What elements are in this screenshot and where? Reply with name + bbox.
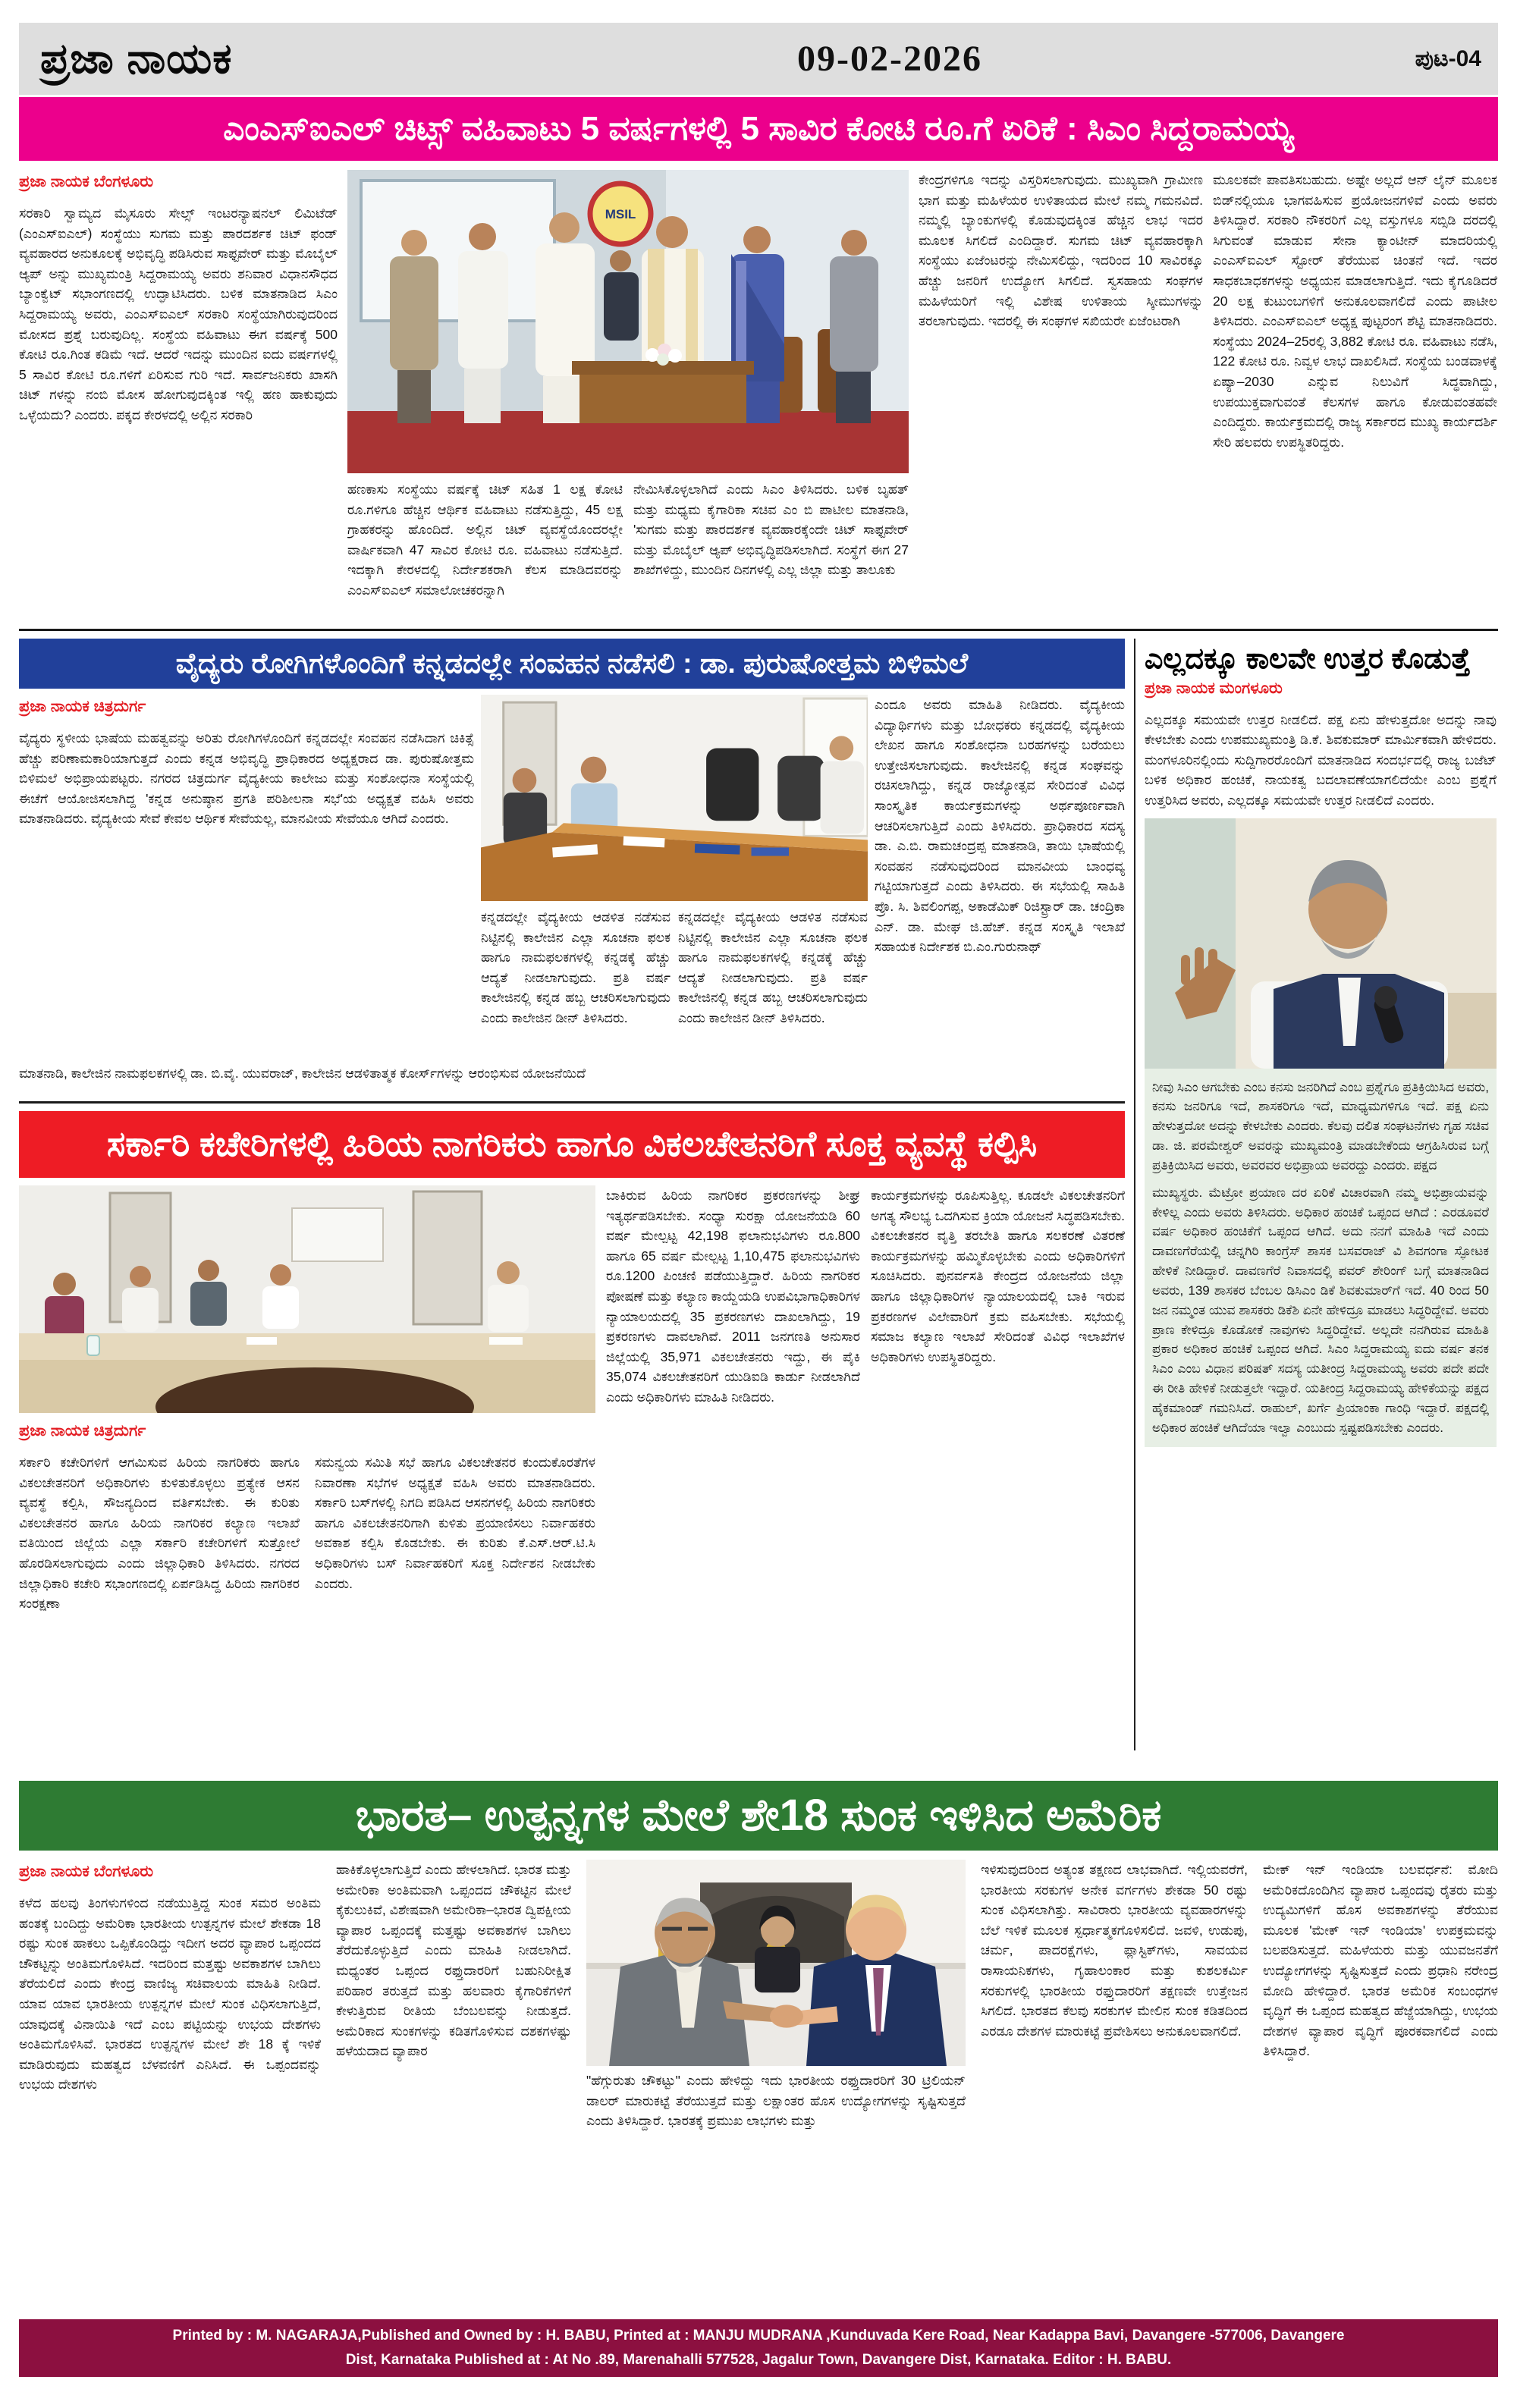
sidebar-para2: ನೀವು ಸಿಎಂ ಆಗಬೇಕು ಎಂಬ ಕನಸು ಜನರಿಗಿದೆ ಎಂಬ ಪ್ರಶ್ನೆಗೂ ಪ್ರತಿಕ್ರಿಯಿಸಿದ ಅವರು, ಕನಸು ಜನರಿಗೂ ಇದೆ, ಶಾಸಕರಿಗೂ ಇದೆ, ಮಾಧ್ಯಮಗಳಿಗೂ ಇದೆ. ಪಕ್ಷ ಏನು ಹೇಳುತ್ತದೋ ಅದನ್ನು ಕೇಳಬೇಕು ಎಂದರು. ಕೆಲವು ದಲಿತ ಸಂಘಟನೆಗಳು ಗೃಹ ಸಚಿವ ಡಾ. ಜಿ. ಪರಮೇಶ್ವರ್ ಅವರನ್ನು ಮುಖ್ಯಮಂತ್ರಿ ಮಾಡಬೇಕೆಂದು ಆಗ್ರಹಿಸಿರುವ ಬಗ್ಗೆ ಪ್ರತಿಕ್ರಿಯಿಸಿದ ಅವರು, ಅವರವರ ಅಭಿಪ್ರಾಯ ಅವರದ್ದು ಎಂದರು. ಪಕ್ಷದ	[1152, 1079, 1489, 1173]
divider-1	[19, 629, 1498, 631]
aide-behind	[755, 1905, 800, 1992]
story1-headline-banner	[19, 97, 1498, 161]
page-number: ಪುಟ-04	[1415, 46, 1481, 71]
modi-trump-handshake-photo	[586, 1860, 966, 2066]
dk-shivakumar-photo	[1145, 818, 1497, 1069]
sidebar-green-box	[1145, 1069, 1497, 1447]
story1-byline: ಪ್ರಜಾ ನಾಯಕ ಬೆಂಗಳೂರು	[19, 173, 154, 190]
sidebar-story	[1134, 639, 1497, 1750]
story2-trailing-line: ಮಾತನಾಡಿ, ಕಾಲೇಜಿನ ನಾಮಫಲಕಗಳಲ್ಲಿ ಡಾ. ಬಿ.ವೈ. ಯುವರಾಜ್, ಕಾಲೇಜಿನ ಆಡಳಿತಾತ್ಮಕ ಕೋರ್ಸ್‌ಗಳನ್ನು ಆರಂಭಿಸುವ ಯೋಜನೆಯಿದೆ	[19, 1066, 586, 1081]
story3-colB-text: ಸಮನ್ವಯ ಸಮಿತಿ ಸಭೆ ಹಾಗೂ ವಿಕಲಚೇತನರ ಕುಂದುಕೊರತೆಗಳ ನಿವಾರಣಾ ಸಭೆಗಳ ಅಧ್ಯಕ್ಷತೆ ವಹಿಸಿ ಅವರು ಮಾತನಾಡಿದರು. ಸರ್ಕಾರಿ ಬಸ್‌ಗಳಲ್ಲಿ ನಿಗದಿ ಪಡಿಸಿದ ಆಸನಗಳಲ್ಲಿ ಹಿರಿಯ ನಾಗರಿಕರು ಹಾಗೂ ವಿಕಲಚೇತನರಿಗಾಗಿ ಕುಳಿತು ಪ್ರಯಾಣಿಸಲು ನಿರ್ವಾಹಕರು ಅವಕಾಶ ಕಲ್ಪಿಸಿ ಕೊಡಬೇಕು. ಈ ಕುರಿತು ಕೆ.ಎಸ್.ಆರ್.ಟಿ.ಸಿ ಅಧಿಕಾರಿಗಳು ಬಸ್ ನಿರ್ವಾಹಕರಿಗೆ ಸೂಕ್ತ ನಿರ್ದೇಶನ ನೀಡಬೇಕು ಎಂದರು.	[315, 1455, 595, 1591]
story3	[19, 1185, 1125, 1756]
msil-logo-text: MSIL	[605, 207, 636, 221]
imprint-line2: Dist, Karnataka Published at : At No .89, Marenahalli 577528, Jagalur Town, Davangere Dist, Karnataka. Editor : H. BABU.	[345, 2352, 1172, 2369]
middle-left	[19, 639, 1125, 1750]
newspaper-title: ಪ್ರಜಾ ನಾಯಕ	[40, 34, 233, 82]
story3-colA-text: ಸರ್ಕಾರಿ ಕಚೇರಿಗಳಿಗೆ ಆಗಮಿಸುವ ಹಿರಿಯ ನಾಗರಿಕರು ಹಾಗೂ ವಿಕಲಚೇತನರಿಗೆ ಅಧಿಕಾರಿಗಳು ಕುಳಿತುಕೊಳ್ಳಲು ಪ್ರತ್ಯೇಕ ಆಸನ ವ್ಯವಸ್ಥೆ ಕಲ್ಪಿಸಿ, ಸೌಜನ್ಯದಿಂದ ವರ್ತಿಸಬೇಕು. ಈ ಕುರಿತು ವಿಕಲಚೇತನರ ಹಾಗೂ ಹಿರಿಯ ನಾಗರಿಕರ ಕಲ್ಯಾಣ ಇಲಾಖೆ ವತಿಯಿಂದ ಜಿಲ್ಲೆಯ ಎಲ್ಲಾ ಸರ್ಕಾರಿ ಕಚೇರಿಗಳಿಗೆ ಸುತ್ತೋಲೆ ಹೊರಡಿಸಲಾಗುವುದು ಎಂದು ಜಿಲ್ಲಾಧಿಕಾರಿ ತಿಳಿಸಿದರು. ನಗರದ ಜಿಲ್ಲಾಧಿಕಾರಿ ಕಚೇರಿ ಸಭಾಂಗಣದಲ್ಲಿ ಏರ್ಪಡಿಸಿದ್ದ ಹಿರಿಯ ನಾಗರಿಕರ ಸಂರಕ್ಷಣಾ	[19, 1455, 300, 1612]
story3-photo-subcolumns	[19, 1452, 595, 1750]
story1-col4-text: ಕೇಂದ್ರಗಳಿಗೂ ಇದನ್ನು ವಿಸ್ತರಿಸಲಾಗುವುದು. ಮುಖ್ಯವಾಗಿ ಗ್ರಾಮೀಣ ಭಾಗ ಮತ್ತು ಮಹಿಳೆಯರ ಉಳಿತಾಯದ ಮೇಲೆ ನಮ್ಮ ಗಮನವಿದೆ. ನಮ್ಮಲ್ಲಿ ಬ್ಯಾಂಕುಗಳಲ್ಲಿ ಕೊಡುವುದಕ್ಕಿಂತ ಹೆಚ್ಚಿನ ಲಾಭ ಇದರ ಮೂಲಕ ಸಿಗಲಿದೆ ಎಂದಿದ್ದಾರೆ. ಸುಗಮ ಚಿಟ್ ವ್ಯವಹಾರಕ್ಕಾಗಿ ಸಂಸ್ಥೆಯು ಏಜೆಂಟರನ್ನು ನೇಮಿಸಲಿದ್ದು, ಇದರಿಂದ 10 ಸಾವಿರಕ್ಕೂ ಹೆಚ್ಚು ಜನರಿಗೆ ಉದ್ಯೋಗ ಸಿಗಲಿದೆ. ಸ್ವಸಹಾಯ ಸಂಘಗಳ ಮಹಿಳೆಯರಿಗೆ ಇಲ್ಲಿ ವಿಶೇಷ ಉಳಿತಾಯ ಸ್ಕೀಮುಗಳನ್ನು ತರಲಾಗುವುದು. ಇದರಲ್ಲಿ ಈ ಸಂಘಗಳ ಸಖಿಯರೇ ಏಜೆಂಟರಾಗಿ	[919, 172, 1203, 329]
sidebar-headline: ಎಲ್ಲದಕ್ಕೂ ಕಾಲವೇ ಉತ್ತರ ಕೊಡುತ್ತೆ	[1145, 643, 1471, 675]
story4-headline: ಭಾರತ– ಉತ್ಪನ್ನಗಳ ಮೇಲೆ ಶೇ18 ಸುಂಕ ಇಳಿಸಿದ ಅಮೆರಿಕ	[355, 1791, 1162, 1840]
story2	[19, 695, 1125, 1057]
story2-col2b-text: ಕನ್ನಡದಲ್ಲೇ ವೈದ್ಯಕೀಯ ಆಡಳಿತ ನಡೆಸುವ ನಿಟ್ಟಿನಲ್ಲಿ ಕಾಲೇಜಿನ ಎಲ್ಲಾ ಸೂಚನಾ ಫಲಕ ಹಾಗೂ ನಾಮಫಲಕಗಳಲ್ಲಿ ಕನ್ನಡಕ್ಕೆ ಹೆಚ್ಚು ಆದ್ಯತೆ ನೀಡಲಾಗುವುದು. ಪ್ರತಿ ವರ್ಷ ಕಾಲೇಜಿನಲ್ಲಿ ಕನ್ನಡ ಹಬ್ಬ ಆಚರಿಸಲಾಗುವುದು ಎಂದು ಕಾಲೇಜಿನ ಡೀನ್ ತಿಳಿಸಿದರು.	[678, 909, 868, 1025]
story2-photo-subcolumns	[481, 907, 868, 1048]
sidebar-byline: ಪ್ರಜಾ ನಾಯಕ ಮಂಗಳೂರು	[1145, 679, 1283, 697]
story4-col4-text: ಇಳಿಸುವುದರಿಂದ ಅತ್ಯಂತ ತಕ್ಷಣದ ಲಾಭವಾಗಿದೆ. ಇಲ್ಲಿಯವರೆಗೆ, ಭಾರತೀಯ ಸರಕುಗಳ ಅನೇಕ ವರ್ಗಗಳು ಶೇಕಡಾ 50 ರಷ್ಟು ಸುಂಕ ವಿಧಿಸಲಾಗಿತ್ತು. ಸಾವಿರಾರು ಭಾರತೀಯ ವ್ಯವಹಾರಗಳನ್ನು ಬೆಲೆ ಇಳಿಕೆ ಮೂಲಕ ಸ್ಪರ್ಧಾತ್ಮಕಗೊಳಿಸಲಿದೆ. ಜವಳಿ, ಉಡುಪು, ಚರ್ಮ, ಪಾದರಕ್ಷೆಗಳು, ಪ್ಲಾಸ್ಟಿಕ್‌ಗಳು, ಸಾವಯವ ರಾಸಾಯನಿಕಗಳು, ಗೃಹಾಲಂಕಾರ ಮತ್ತು ಕುಶಲಕರ್ಮಿ ಸರಕುಗಳಲ್ಲಿ ಭಾರತೀಯ ರಫ್ತುದಾರರಿಗೆ ತಕ್ಷಣವೇ ಉತ್ತೇಜನ ಸಿಗಲಿದೆ. ಭಾರತದ ಕೆಲವು ಸರಕುಗಳ ಮೇಲಿನ ಸುಂಕ ಕಡಿತದಿಂದ ಎರಡೂ ದೇಶಗಳ ಮಾರುಕಟ್ಟೆ ಪ್ರವೇಶಿಸಲು ಅನುಕೂಲವಾಗಲಿದೆ.	[981, 1862, 1248, 2039]
story1-photo-block	[347, 170, 909, 625]
story3-colD-text: ಕಾರ್ಯಕ್ರಮಗಳನ್ನು ರೂಪಿಸುತ್ತಿಲ್ಲ. ಕೂಡಲೇ ವಿಕಲಚೇತನರಿಗೆ ಅಗತ್ಯ ಸೌಲಭ್ಯ ಒದಗಿಸುವ ಕ್ರಿಯಾ ಯೋಜನೆ ಸಿದ್ಧಪಡಿಸಬೇಕು. ವಿಕಲಚೇತನರ ವೃತ್ತಿ ತರಬೇತಿ ಹಾಗೂ ಸಲಕರಣೆ ವಿತರಣೆ ಕಾರ್ಯಕ್ರಮಗಳನ್ನು ಹಮ್ಮಿಕೊಳ್ಳಬೇಕು ಎಂದು ಅಧಿಕಾರಿಗಳಿಗೆ ಸೂಚಿಸಿದರು. ಪುನರ್ವಸತಿ ಕೇಂದ್ರದ ಯೋಜನೆಯ ಜಿಲ್ಲಾ ಹಾಗೂ ಜಿಲ್ಲಾಧಿಕಾರಿಗಳ ನ್ಯಾಯಾಲಯದಲ್ಲಿ ಬಾಕಿ ಇರುವ ಪ್ರಕರಣಗಳ ವಿಲೇವಾರಿಗೆ ಕ್ರಮ ವಹಿಸಬೇಕು. ಸಭೆಯಲ್ಲಿ ಸಮಾಜ ಕಲ್ಯಾಣ ಇಲಾಖೆ ಸೇರಿದಂತೆ ವಿವಿಧ ಇಲಾಖೆಗಳ ಅಧಿಕಾರಿಗಳು ಉಪಸ್ಥಿತರಿದ್ದರು.	[871, 1188, 1125, 1364]
story4-col1-text: ಕಳೆದ ಹಲವು ತಿಂಗಳುಗಳಿಂದ ನಡೆಯುತ್ತಿದ್ದ ಸುಂಕ ಸಮರ ಅಂತಿಮ ಹಂತಕ್ಕೆ ಬಂದಿದ್ದು ಅಮೆರಿಕಾ ಭಾರತೀಯ ಉತ್ಪನ್ನಗಳ ಮೇಲೆ ಶೇಕಡಾ 18 ರಷ್ಟು ಸುಂಕ ಹಾಕಲು ಒಪ್ಪಿಕೊಂಡಿದ್ದು ಇದೀಗ ಅದರ ವ್ಯಾಪಾರ ಒಪ್ಪಂದದ ಚೌಕಟ್ಟನ್ನು ಅಂತಿಮಗೊಳಿಸಿದೆ. ಇದರಿಂದ ಮತ್ತಷ್ಟು ಅವಕಾಶಗಳ ಬಾಗಿಲು ತೆರೆಯಲಿದೆ ಎಂದು ಕೇಂದ್ರ ವಾಣಿಜ್ಯ ಸಚಿವಾಲಯ ಮಾಹಿತಿ ನೀಡಿದೆ. ಯಾವ ಯಾವ ಭಾರತೀಯ ಉತ್ಪನ್ನಗಳ ಮೇಲೆ ಸುಂಕ ವಿಧಿಸಲಾಗುತ್ತಿದೆ, ಯಾವುದಕ್ಕೆ ವಿನಾಯಿತಿ ಇದೆ ಎಂಬ ಪಟ್ಟಿಯನ್ನು ಉಭಯ ದೇಶಗಳು ಅಂತಿಮಗೊಳಿಸಿವೆ. ಭಾರತದ ಉತ್ಪನ್ನಗಳ ಮೇಲೆ ಶೇ 18 ಕ್ಕೆ ಇಳಿಕೆ ಮಾಡಿರುವುದು ಮಹತ್ವದ ಬೆಳವಣಿಗೆ ಎನಿಸಿದೆ. ಈ ಒಪ್ಪಂದವನ್ನು ಉಭಯ ದೇಶಗಳು	[19, 1895, 321, 2092]
story4-col5-text: ಮೇಕ್ ಇನ್ ಇಂಡಿಯಾ ಬಲವರ್ಧನೆ: ಮೋದಿ ಅಮೆರಿಕದೊಂದಿಗಿನ ವ್ಯಾಪಾರ ಒಪ್ಪಂದವು ರೈತರು ಮತ್ತು ಉದ್ಯಮಿಗಳಿಗೆ ಹೊಸ ಅವಕಾಶಗಳನ್ನು ತೆರೆಯುವ ಮೂಲಕ 'ಮೇಕ್ ಇನ್ ಇಂಡಿಯಾ' ಉಪಕ್ರಮವನ್ನು ಬಲಪಡಿಸುತ್ತದೆ. ಮಹಿಳೆಯರು ಮತ್ತು ಯುವಜನತೆಗೆ ಉದ್ಯೋಗಗಳನ್ನು ಸೃಷ್ಟಿಸುತ್ತದೆ ಎಂದು ಪ್ರಧಾನಿ ನರೇಂದ್ರ ಮೋದಿ ಹೇಳಿದ್ದಾರೆ. ಭಾರತ ಅಮೆರಿಕ ಸಂಬಂಧಗಳ ವೃದ್ಧಿಗೆ ಈ ಒಪ್ಪಂದ ಮಹತ್ವದ ಹೆಜ್ಜೆಯಾಗಿದ್ದು, ಉಭಯ ದೇಶಗಳ ವ್ಯಾಪಾರ ವೃದ್ಧಿಗೆ ಪೂರಕವಾಗಲಿದೆ ಎಂದು ತಿಳಿಸಿದ್ದಾರೆ.	[1263, 1862, 1498, 2059]
imprint-line1: Printed by : M. NAGARAJA,Published and Owned by : H. BABU, Printed at : MANJU MUDRANA ,Kunduvada Kere Road, Near Kadappa Bavi, Davangere -577006, Davangere	[172, 2328, 1345, 2344]
story2-col2-text: ಕನ್ನಡದಲ್ಲೇ ವೈದ್ಯಕೀಯ ಆಡಳಿತ ನಡೆಸುವ ನಿಟ್ಟಿನಲ್ಲಿ ಕಾಲೇಜಿನ ಎಲ್ಲಾ ಸೂಚನಾ ಫಲಕ ಹಾಗೂ ನಾಮಫಲಕಗಳಲ್ಲಿ ಕನ್ನಡಕ್ಕೆ ಹೆಚ್ಚು ಆದ್ಯತೆ ನೀಡಲಾಗುವುದು. ಪ್ರತಿ ವರ್ಷ ಕಾಲೇಜಿನಲ್ಲಿ ಕನ್ನಡ ಹಬ್ಬ ಆಚರಿಸಲಾಗುವುದು ಎಂದು ಕಾಲೇಜಿನ ಡೀನ್ ತಿಳಿಸಿದರು.	[481, 909, 671, 1025]
story1-col1-text: ಸರಕಾರಿ ಸ್ವಾಮ್ಯದ ಮೈಸೂರು ಸೇಲ್ಸ್ ಇಂಟರನ್ಯಾಷನಲ್ ಲಿಮಿಟೆಡ್ (ಎಂಎಸ್ಐಎಲ್) ಸಂಸ್ಥೆಯು ಸುಗಮ ಮತ್ತು ಪಾರದರ್ಶಕ ಚಿಟ್ ಫಂಡ್ ವ್ಯವಹಾರದ ಅನುಕೂಲಕ್ಕೆ ಅಭಿವೃದ್ಧಿ ಪಡಿಸಿರುವ ಸಾಫ್ಟವೇರ್ ಮತ್ತು ಮೊಬೈಲ್ ಆ್ಯಪ್ ಅನ್ನು ಮುಖ್ಯಮಂತ್ರಿ ಸಿದ್ದರಾಮಯ್ಯ ಅವರು ಶನಿವಾರ ವಿಧಾನಸೌಧದ ಬ್ಯಾಂಕ್ವೆಟ್ ಸಭಾಂಗಣದಲ್ಲಿ ಉದ್ಘಾಟಿಸಿದರು. ಬಳಿಕ ಮಾತನಾಡಿದ ಸಿಎಂ ಸಿದ್ದರಾಮಯ್ಯ ಅವರು, ಎಂಎಸ್ಐಎಲ್ ಸರಕಾರಿ ಸಂಸ್ಥೆಯಾಗಿರುವುದರಿಂದ ಮೋಸದ ಪ್ರಶ್ನೆ ಬರುವುದಿಲ್ಲ. ಸಂಸ್ಥೆಯ ವಹಿವಾಟು ಈಗ ವರ್ಷಕ್ಕೆ 500 ಕೋಟಿ ರೂ.ಗಿಂತ ಕಡಿಮೆ ಇದೆ. ಆದರೆ ಇದನ್ನು ಮುಂದಿನ ಐದು ವರ್ಷಗಳಲ್ಲಿ 5 ಸಾವಿರ ಕೋಟಿ ರೂ.ಗಳಿಗೆ ಏರಿಸುವ ಗುರಿ ಇದೆ. ಸಾರ್ವಜನಿಕರು ಖಾಸಗಿ ಚಿಟ್ ಗಳನ್ನು ನಂಬಿ ಮೋಸ ಹೋಗುವುದಕ್ಕಿಂತ ಇಲ್ಲಿ ಹಣ ಹಾಕುವುದು ಒಳ್ಳೆಯದು? ಎಂದರು. ಪಕ್ಕದ ಕೇರಳದಲ್ಲಿ ಅಲ್ಲಿನ ಸರಕಾರಿ	[19, 206, 338, 422]
issue-date: 09-02-2026	[797, 39, 982, 79]
story1	[19, 170, 1498, 625]
story3-headline: ಸರ್ಕಾರಿ ಕಚೇರಿಗಳಲ್ಲಿ ಹಿರಿಯ ನಾಗರಿಕರು ಹಾಗೂ ವಿಕಲಚೇತನರಿಗೆ ಸೂಕ್ತ ವ್ಯವಸ್ಥೆ ಕಲ್ಪಿಸಿ	[106, 1124, 1038, 1163]
story1-photo-subcolumns	[347, 479, 909, 620]
story4-byline: ಪ್ರಜಾ ನಾಯಕ ಬೆಂಗಳೂರು	[19, 1863, 154, 1880]
story2-col1	[19, 695, 474, 1057]
story4-caption-text: "ಹೆಗ್ಗುರುತು ಚೌಕಟ್ಟು" ಎಂದು ಹೇಳಿದ್ದು ಇದು ಭಾರತೀಯ ರಫ್ತುದಾರರಿಗೆ 30 ಟ್ರಿಲಿಯನ್ ಡಾಲರ್ ಮಾರುಕಟ್ಟೆ ತೆರೆಯುತ್ತದೆ ಮತ್ತು ಲಕ್ಷಾಂತರ ಹೊಸ ಉದ್ಯೋಗಗಳನ್ನು ಸೃಷ್ಟಿಸುತ್ತದೆ ಎಂದು ತಿಳಿಸಿದ್ದಾರೆ. ಭಾರತಕ್ಕೆ ಪ್ರಮುಖ ಲಾಭಗಳು ಮತ್ತು	[586, 2073, 966, 2129]
story4	[19, 1860, 1498, 2309]
review-meeting-photo	[481, 695, 868, 901]
story1-col2-text: ಹಣಕಾಸು ಸಂಸ್ಥೆಯು ವರ್ಷಕ್ಕೆ ಚಿಟ್ ಸಹಿತ 1 ಲಕ್ಷ ಕೋಟಿ ರೂ.ಗಳಿಗೂ ಹೆಚ್ಚಿನ ಆರ್ಥಿಕ ವಹಿವಾಟು ನಡೆಸುತ್ತಿದ್ದು, 45 ಲಕ್ಷ ಗ್ರಾಹಕರನ್ನು ಹೊಂದಿದೆ. ಅಲ್ಲಿನ ಚಿಟ್ ವ್ಯವಸ್ಥೆಯೊಂದರಲ್ಲೇ ವಾರ್ಷಿಕವಾಗಿ 47 ಸಾವಿರ ಕೋಟಿ ರೂ. ವಹಿವಾಟು ನಡೆಸುತ್ತಿದೆ. ಇದಕ್ಕಾಗಿ ಕೇರಳದಲ್ಲಿ ನಿರ್ದೇಶಕರಾಗಿ ಕೆಲಸ ಮಾಡಿದವರನ್ನು ಎಂಎಸ್ಐಎಲ್ ಸಮಾಲೋಚಕರನ್ನಾಗಿ	[347, 482, 623, 598]
middle-band	[19, 639, 1498, 1750]
story2-col1-text: ವೈದ್ಯರು ಸ್ಥಳೀಯ ಭಾಷೆಯ ಮಹತ್ವವನ್ನು ಅರಿತು ರೋಗಿಗಳೊಂದಿಗೆ ಕನ್ನಡದಲ್ಲೇ ಸಂವಹನ ನಡೆಸಿದಾಗ ಚಿಕಿತ್ಸೆ ಹೆಚ್ಚು ಪರಿಣಾಮಕಾರಿಯಾಗುತ್ತದೆ ಎಂದು ಕನ್ನಡ ಅಭಿವೃದ್ಧಿ ಪ್ರಾಧಿಕಾರದ ಅಧ್ಯಕ್ಷರಾದ ಡಾ. ಪುರುಷೋತ್ತಮ ಬಿಳಿಮಲೆ ಅಭಿಪ್ರಾಯಪಟ್ಟರು. ನಗರದ ಚಿತ್ರದುರ್ಗ ವೈದ್ಯಕೀಯ ಕಾಲೇಜು ಮತ್ತು ಸಂಶೋಧನಾ ಸಂಸ್ಥೆಯಲ್ಲಿ ಈಚೆಗೆ ಆಯೋಜಿಸಲಾಗಿದ್ದ 'ಕನ್ನಡ ಅನುಷ್ಠಾನ ಪ್ರಗತಿ ಪರಿಶೀಲನಾ ಸಭೆ'ಯ ಅಧ್ಯಕ್ಷತೆ ವಹಿಸಿ ಅವರು ಮಾತನಾಡಿದರು. ವೈದ್ಯಕೀಯ ಸೇವೆ ಕೇವಲ ಆರ್ಥಿಕ ಸೇವೆಯಲ್ಲ, ಮಾನವೀಯ ಸೇವೆಯೂ ಆಗಿದೆ ಎಂದರು.	[19, 730, 474, 827]
masthead	[19, 23, 1498, 95]
story3-photo-block	[19, 1185, 595, 1756]
divider-2	[19, 1101, 1125, 1104]
sidebar-para3: ಮುಖ್ಯಸ್ಥರು. ಮೆಟ್ರೋ ಪ್ರಯಾಣ ದರ ಏರಿಕೆ ವಿಚಾರವಾಗಿ ನಮ್ಮ ಅಭಿಪ್ರಾಯವನ್ನು ಕೇಳಿಲ್ಲ ಎಂದು ಅವರು ತಿಳಿಸಿದರು. ಅಧಿಕಾರ ಹಂಚಿಕೆ ಒಪ್ಪಂದ ಆಗಿದೆ : ಎರಡೂವರೆ ವರ್ಷ ಅಧಿಕಾರ ಹಂಚಿಕೆಗೆ ಒಪ್ಪಂದ ಆಗಿದೆ. ಅದು ನನಗೆ ಮಾಹಿತಿ ಇದೆ ಎಂದು ದಾವಣಗೆರೆಯಲ್ಲಿ ಚನ್ನಗಿರಿ ಕಾಂಗ್ರೆಸ್ ಶಾಸಕ ಬಸವರಾಜ್ ವಿ ಶಿವಗಂಗಾ ಸ್ಫೋಟಕ ಹೇಳಿಕೆ ನೀಡಿದ್ದಾರೆ. ದಾವಣಗೆರೆ ನಿವಾಸದಲ್ಲಿ ಪವರ್ ಶೇರಿಂಗ್ ಬಗ್ಗೆ ಮಾತನಾಡಿದ ಅವರು, 139 ಶಾಸಕರ ಬೆಂಬಲ ಡಿಸಿಎಂ ಡಿಕೆ ಶಿವಕುಮಾರ್‌ಗೆ ಇದೆ. 40 ರಿಂದ 50 ಜನ ನಮ್ಮಂತ ಯುವ ಶಾಸಕರು ಡಿಕೆಶಿ ಏನೇ ಹೇಳಿದ್ರೂ ಮಾಡಲು ಸಿದ್ಧರಿದ್ದೇವೆ. ಅವರು ಪ್ರಾಣ ಕೇಳಿದ್ರೂ ಕೊಡೋಕೆ ನಾವುಗಳು ಸಿದ್ಧರಿದ್ದೇವೆ. ಅಲ್ಲದೇ ನನಗಿರುವ ಮಾಹಿತಿ ಪ್ರಕಾರ ಅಧಿಕಾರ ಹಂಚಿಕೆ ಒಪ್ಪಂದ ಆಗಿದೆ. ಸಿಎಂ ಸಿದ್ದರಾಮಯ್ಯ ಐದು ವರ್ಷ ತನಕ ಸಿಎಂ ಎಂಬ ವಿಧಾನ ಪರಿಷತ್ ಸದಸ್ಯ ಯತೀಂದ್ರ ಸಿದ್ದರಾಮಯ್ಯ ಅವರು ಪದೇ ಪದೇ ಈ ರೀತಿ ಹೇಳಿಕೆ ನೀಡುತ್ತಲೇ ಇದ್ದಾರೆ. ಯತೀಂದ್ರ ಸಿದ್ದರಾಮಯ್ಯ ಹೇಳಿಕೆಯನ್ನು ಪಕ್ಷದ ಹೈಕಮಾಂಡ್ ಗಮನಿಸಿದೆ. ರಾಹುಲ್, ಖರ್ಗೆ ಪ್ರಿಯಾಂಕಾ ಗಾಂಧಿ ಇದ್ದಾರೆ. ಪಕ್ಷದಲ್ಲಿ ಅಧಿಕಾರ ಹಂಚಿಕೆ ಆಗಿದೆಯಾ ಇಲ್ವಾ ಎಂಬುದು ಸ್ಪಷ್ಟಪಡಿಸಬೇಕು ಎಂದರು.	[1152, 1185, 1489, 1435]
sidebar-para1: ಎಲ್ಲದಕ್ಕೂ ಸಮಯವೇ ಉತ್ತರ ನೀಡಲಿದೆ. ಪಕ್ಷ ಏನು ಹೇಳುತ್ತದೋ ಅದನ್ನು ನಾವು ಕೇಳಬೇಕು ಎಂದು ಉಪಮುಖ್ಯಮಂತ್ರಿ ಡಿ.ಕೆ. ಶಿವಕುಮಾರ್ ಮಾರ್ಮಿಕವಾಗಿ ಹೇಳಿದರು. ಮಂಗಳೂರಿನಲ್ಲಿಂದು ಸುದ್ದಿಗಾರರೊಂದಿಗೆ ಮಾತನಾಡಿದ ಸಂದರ್ಭದಲ್ಲಿ ರಾಜ್ಯ ಬಜೆಟ್ ಬಳಿಕ ಅಧಿಕಾರ ಹಂಚಿಕೆ, ನಾಯಕತ್ವ ಬದಲಾವಣೆಯಾಗಲಿದೆಯೇ ಎಂಬ ಪ್ರಶ್ನೆಗೆ ಉತ್ತರಿಸಿದ ಅವರು, ಎಲ್ಲದಕ್ಕೂ ಸಮಯವೇ ಉತ್ತರ ನೀಡಲಿದೆ ಎಂದರು.	[1145, 711, 1497, 808]
dc-meeting-photo	[19, 1185, 595, 1413]
story2-headline: ವೈದ್ಯರು ರೋಗಿಗಳೊಂದಿಗೆ ಕನ್ನಡದಲ್ಲೇ ಸಂವಹನ ನಡೆಸಲಿ : ಡಾ. ಪುರುಷೋತ್ತಮ ಬಿಳಿಮಲೆ	[175, 647, 969, 679]
story2-headline-banner	[19, 639, 1125, 689]
story3-byline: ಪ್ರಜಾ ನಾಯಕ ಚಿತ್ರದುರ್ಗ	[19, 1422, 146, 1439]
stage-group-photo	[347, 170, 909, 473]
story1-col5-text: ಮೂಲಕವೇ ಪಾವತಿಸಬಹುದು. ಅಷ್ಟೇ ಅಲ್ಲದೆ ಆನ್ ಲೈನ್ ಮೂಲಕ ಬಿಡ್‌ನಲ್ಲಿಯೂ ಭಾಗವಹಿಸುವ ಪ್ರಯೋಜನಗಳಿವೆ ಎಂದು ಅವರು ತಿಳಿಸಿದ್ದಾರೆ. ಸರಕಾರಿ ನೌಕರರಿಗೆ ಎಲ್ಲ ವಸ್ತುಗಳೂ ಸಬ್ಸಿಡಿ ದರದಲ್ಲಿ ಸಿಗುವಂತೆ ಮಾಡುವ ಸೇನಾ ಕ್ಯಾಂಟೀನ್ ಮಾದರಿಯಲ್ಲಿ ಎಂಎಸ್ಐಎಲ್ ಸ್ಟೋರ್ ತೆರೆಯುವ ಚಿಂತನೆ ಇದೆ. ಇದರ ಸಾಧಕಬಾಧಕಗಳನ್ನು ಅಧ್ಯಯನ ಮಾಡಲಾಗುತ್ತಿದೆ. ಇದು ಕೈಗೂಡಿದರೆ 20 ಲಕ್ಷ ಕುಟುಂಬಗಳಿಗೆ ಅನುಕೂಲವಾಗಲಿದೆ ಎಂದು ಪಾಟೀಲ ತಿಳಿಸಿದರು. ಎಂಎಸ್ಐಎಲ್ ಅಧ್ಯಕ್ಷ ಪುಟ್ಟರಂಗ ಶೆಟ್ಟಿ ಮಾತನಾಡಿದರು. ಸಂಸ್ಥೆಯು 2024–25ರಲ್ಲಿ 3,882 ಕೋಟಿ ರೂ. ವಹಿವಾಟು ನಡೆಸಿ, 122 ಕೋಟಿ ರೂ. ನಿವ್ವಳ ಲಾಭ ದಾಖಲಿಸಿದೆ. ಸಂಸ್ಥೆಯ ಬಂಡವಾಳಕ್ಕೆ ಏಷ್ಯಾ–2030 ಎನ್ನುವ ನಿಲುವಿಗೆ ಸಿದ್ಧವಾಗಿದ್ದು, ಉಪಯುಕ್ತವಾಗುವಂತೆ ಕೆಲಸಗಳ ಹಾಗೂ ಕೋಡುವಂತಹವೇ ಎಂದಿದ್ದರು. ಕಾರ್ಯಕ್ರಮದಲ್ಲಿ ರಾಜ್ಯ ಸರ್ಕಾರದ ಮುಖ್ಯ ಕಾರ್ಯದರ್ಶಿ ಸೇರಿ ಹಲವರು ಉಪಸ್ಥಿತರಿದ್ದರು.	[1213, 172, 1497, 450]
story3-headline-banner	[19, 1111, 1125, 1178]
story2-col3-text: ಎಂದೂ ಅವರು ಮಾಹಿತಿ ನೀಡಿದರು. ವೈದ್ಯಕೀಯ ವಿದ್ಯಾರ್ಥಿಗಳು ಮತ್ತು ಬೋಧಕರು ಕನ್ನಡದಲ್ಲಿ ವೈದ್ಯಕೀಯ ಲೇಖನ ಹಾಗೂ ಸಂಶೋಧನಾ ಬರಹಗಳನ್ನು ಬರೆಯಲು ಉತ್ತೇಜಿಸಲಾಗುವುದು. ಕಾಲೇಜಿನಲ್ಲಿ ಕನ್ನಡ ಸಂಘವನ್ನು ರಚಿಸಲಾಗಿದ್ದು, ಕನ್ನಡ ರಾಜ್ಯೋತ್ಸವ ಸೇರಿದಂತೆ ವಿವಿಧ ಸಾಂಸ್ಕೃತಿಕ ಕಾರ್ಯಕ್ರಮಗಳನ್ನು ಅರ್ಥಪೂರ್ಣವಾಗಿ ಆಚರಿಸಲಾಗುತ್ತಿದೆ ಎಂದು ತಿಳಿಸಿದರು. ಪ್ರಾಧಿಕಾರದ ಸದಸ್ಯ ಡಾ. ಎ.ಬಿ. ರಾಮಚಂದ್ರಪ್ಪ ಮಾತನಾಡಿ, ತಾಯಿ ಭಾಷೆಯಲ್ಲಿ ಸಂವಹನ ನಡೆಸುವುದರಿಂದ ಮಾನವೀಯ ಬಾಂಧವ್ಯ ಗಟ್ಟಿಯಾಗುತ್ತದೆ ಎಂದು ತಿಳಿಸಿದರು. ಈ ಸಭೆಯಲ್ಲಿ ಸಾಹಿತಿ ಪ್ರೊ. ಸಿ. ಶಿವಲಿಂಗಪ್ಪ, ಅಕಾಡೆಮಿಕ್ ರಿಜಿಸ್ಟ್ರಾರ್ ಡಾ. ಚಂದ್ರಿಕಾ ಎನ್. ಡಾ. ಮೇಘ ಜಿ.ಹೆಚ್. ಕನ್ನಡ ಸಂಸ್ಕೃತಿ ಇಲಾಖೆ ಸಹಾಯಕ ನಿರ್ದೇಶಕ ಬಿ.ಎಂ.ಗುರುನಾಥ್	[875, 697, 1125, 955]
story4-photo-block	[586, 1860, 966, 2309]
story4-col1	[19, 1860, 321, 2309]
imprint-footer	[19, 2319, 1498, 2377]
story1-col3-text: ನೇಮಿಸಿಕೊಳ್ಳಲಾಗಿದೆ ಎಂದು ಸಿಎಂ ತಿಳಿಸಿದರು. ಬಳಿಕ ಬೃಹತ್ ಮತ್ತು ಮಧ್ಯಮ ಕೈಗಾರಿಕಾ ಸಚಿವ ಎಂ ಬಿ ಪಾಟೀಲ ಮಾತನಾಡಿ, 'ಸುಗಮ ಮತ್ತು ಪಾರದರ್ಶಕ ವ್ಯವಹಾರಕ್ಕೆಂದೇ ಚಿಟ್ ಸಾಫ್ಟವೇರ್ ಮತ್ತು ಮೊಬೈಲ್ ಆ್ಯಪ್ ಅಭಿವೃದ್ಧಿಪಡಿಸಲಾಗಿದೆ. ಸಂಸ್ಥೆಗೆ ಈಗ 27 ಶಾಖೆಗಳಿದ್ದು, ಮುಂದಿನ ದಿನಗಳಲ್ಲಿ ಎಲ್ಲ ಜಿಲ್ಲಾ ಮತ್ತು ತಾಲೂಕು	[633, 482, 909, 578]
story1-headline: ಎಂಎಸ್ಐಎಲ್ ಚಿಟ್ಸ್ ವಹಿವಾಟು 5 ವರ್ಷಗಳಲ್ಲಿ 5 ಸಾವಿರ ಕೋಟಿ ರೂ.ಗೆ ಏರಿಕೆ : ಸಿಎಂ ಸಿದ್ದರಾಮಯ್ಯ	[223, 110, 1294, 147]
story4-col2-text: ಹಾಕಿಕೊಳ್ಳಲಾಗುತ್ತಿದೆ ಎಂದು ಹೇಳಲಾಗಿದೆ. ಭಾರತ ಮತ್ತು ಅಮೇರಿಕಾ ಅಂತಿಮವಾಗಿ ಒಪ್ಪಂದದ ಚೌಕಟ್ಟಿನ ಮೇಲೆ ಕೈಕುಲುಕಿವೆ, ವಿಶೇಷವಾಗಿ ಅಮೇರಿಕಾ–ಭಾರತ ದ್ವಿಪಕ್ಷೀಯ ವ್ಯಾಪಾರ ಒಪ್ಪಂದಕ್ಕೆ ಮತ್ತಷ್ಟು ಅವಕಾಶಗಳ ಬಾಗಿಲು ತೆರೆದುಕೊಳ್ಳುತ್ತಿದೆ ಎಂದು ಮಾಹಿತಿ ನೀಡಲಾಗಿದೆ. ಮಧ್ಯಂತರ ಒಪ್ಪಂದ ರಫ್ತುದಾರರಿಗೆ ಬಹುನಿರೀಕ್ಷಿತ ಪರಿಹಾರ ತರುತ್ತದೆ ಮತ್ತು ಹಲವಾರು ಕೈಗಾರಿಕೆಗಳಿಗೆ ಕೇಳುತ್ತಿರುವ ರೀತಿಯ ಬೆಂಬಲವನ್ನು ನೀಡುತ್ತದೆ. ಅಮೆರಿಕಾದ ಸುಂಕಗಳನ್ನು ಕಡಿತಗೊಳಿಸುವ ದಶಕಗಳಷ್ಟು ಹಳೆಯದಾದ ವ್ಯಾಪಾರ	[336, 1862, 571, 2059]
story3-colC-text: ಬಾಕಿರುವ ಹಿರಿಯ ನಾಗರಿಕರ ಪ್ರಕರಣಗಳನ್ನು ಶೀಘ್ರ ಇತ್ಯರ್ಥಪಡಿಸಬೇಕು. ಸಂಧ್ಯಾ ಸುರಕ್ಷಾ ಯೋಜನೆಯಡಿ 60 ವರ್ಷ ಮೇಲ್ಪಟ್ಟ 42,198 ಫಲಾನುಭವಿಗಳು ರೂ.800 ಹಾಗೂ 65 ವರ್ಷ ಮೇಲ್ಪಟ್ಟ 1,10,475 ಫಲಾನುಭವಿಗಳು ರೂ.1200 ಪಿಂಚಣಿ ಪಡೆಯುತ್ತಿದ್ದಾರೆ. ಹಿರಿಯ ನಾಗರಿಕರ ಪೋಷಣೆ ಮತ್ತು ಕಲ್ಯಾಣ ಕಾಯ್ದೆಯಡಿ ಉಪವಿಭಾಗಾಧಿಕಾರಿಗಳ ನ್ಯಾಯಾಲಯದಲ್ಲಿ 35 ಪ್ರಕರಣಗಳು ದಾಖಲಾಗಿದ್ದು, 19 ಪ್ರಕರಣಗಳು ದಾವಲಾಗಿವೆ. 2011 ಜನಗಣತಿ ಅನುಸಾರ ಜಿಲ್ಲೆಯಲ್ಲಿ 35,971 ವಿಕಲಚೇತನರು ಇದ್ದು, ಈ ಪೈಕಿ 35,074 ವಿಕಲಚೇತನರಿಗೆ ಯುಡಿಐಡಿ ಕಾರ್ಡು ನೀಡಲಾಗಿದೆ ಎಂದು ಅಧಿಕಾರಿಗಳು ಮಾಹಿತಿ ನೀಡಿದರು.	[606, 1188, 860, 1405]
story2-photo-block	[481, 695, 868, 1057]
story4-headline-banner	[19, 1781, 1498, 1851]
story2-byline: ಪ್ರಜಾ ನಾಯಕ ಚಿತ್ರದುರ್ಗ	[19, 698, 146, 715]
story1-col1	[19, 170, 338, 625]
